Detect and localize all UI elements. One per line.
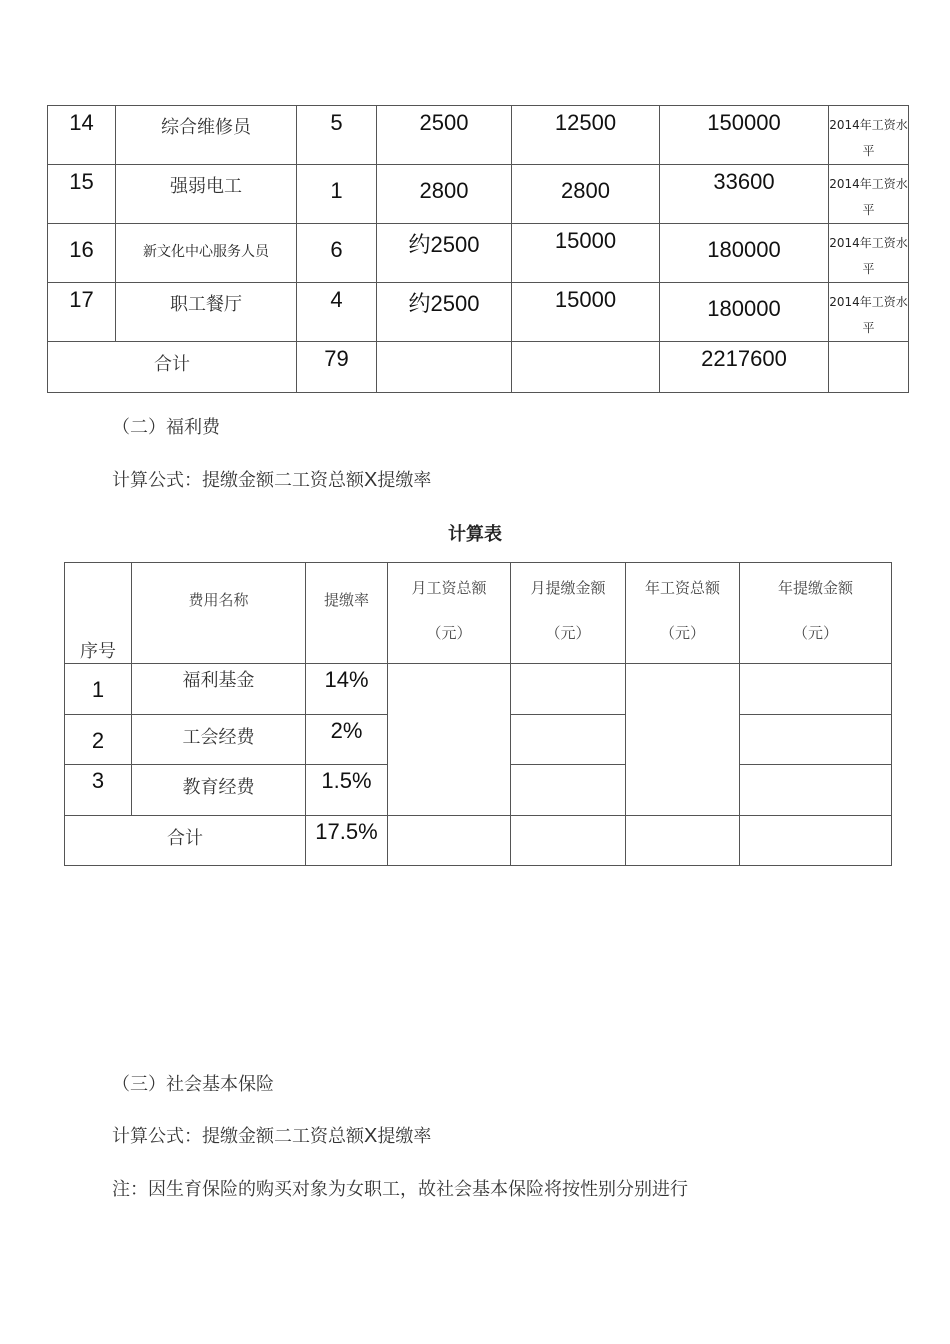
- formula-prefix: 计算公式：提缴金额二工资总额: [112, 470, 364, 491]
- empty-cell: [626, 816, 740, 866]
- yearly-total: 180000: [660, 224, 829, 283]
- insurance-note: 注：因生育保险的购买对象为女职工，故社会基本保险将按性别分别进行: [112, 1179, 688, 1200]
- monthly-contrib-cell: [511, 715, 626, 765]
- header-row: [65, 563, 892, 664]
- monthly-total: 15000: [512, 283, 660, 342]
- table-row: [65, 664, 892, 715]
- remark: 2014年工资水平: [829, 283, 909, 342]
- calc-table: [64, 562, 892, 866]
- fee-name: 教育经费: [132, 765, 306, 816]
- table-row: [48, 106, 909, 165]
- monthly-total: 2800: [512, 165, 660, 224]
- fee-rate: 1.5%: [306, 765, 388, 816]
- yearly-total: 33600: [660, 165, 829, 224]
- header-seq: 序号: [65, 563, 132, 664]
- yearly-total: 180000: [660, 283, 829, 342]
- position-name: 综合维修员: [116, 106, 297, 165]
- monthly-wage: 2500: [377, 106, 512, 165]
- section-heading-welfare: （二）福利费: [112, 417, 220, 438]
- empty-cell: [388, 816, 511, 866]
- headcount: 4: [297, 283, 377, 342]
- total-row: [48, 342, 909, 393]
- remark: 2014年工资水平: [829, 165, 909, 224]
- total-headcount: 79: [297, 342, 377, 393]
- headcount: 5: [297, 106, 377, 165]
- monthly-wage-cell: [388, 664, 511, 816]
- total-yearly: 2217600: [660, 342, 829, 393]
- table-row: [48, 165, 909, 224]
- row-number: 17: [48, 283, 116, 342]
- position-name: 职工餐厅: [116, 283, 297, 342]
- headcount: 1: [297, 165, 377, 224]
- monthly-wage: 约2500: [377, 283, 512, 342]
- fee-rate: 14%: [306, 664, 388, 715]
- row-number: 15: [48, 165, 116, 224]
- row-seq: 2: [65, 715, 132, 765]
- total-label: 合计: [65, 816, 306, 866]
- remark: 2014年工资水平: [829, 224, 909, 283]
- formula-suffix: 提缴率: [377, 470, 432, 491]
- header-monthly-contrib: 月提缴金额 （元）: [511, 563, 626, 664]
- yearly-contrib-cell: [740, 664, 892, 715]
- fee-name: 福利基金: [132, 664, 306, 715]
- headcount: 6: [297, 224, 377, 283]
- monthly-total: 15000: [512, 224, 660, 283]
- header-name: 费用名称: [132, 563, 306, 664]
- header-rate: 提缴率: [306, 563, 388, 664]
- monthly-contrib-cell: [511, 765, 626, 816]
- formula-multiply: X: [364, 1125, 378, 1147]
- remark: 2014年工资水平: [829, 106, 909, 165]
- empty-cell: [512, 342, 660, 393]
- empty-cell: [511, 816, 626, 866]
- fee-rate: 2%: [306, 715, 388, 765]
- row-seq: 3: [65, 765, 132, 816]
- yearly-total: 150000: [660, 106, 829, 165]
- row-number: 16: [48, 224, 116, 283]
- total-row: [65, 816, 892, 866]
- yearly-contrib-cell: [740, 765, 892, 816]
- empty-cell: [740, 816, 892, 866]
- header-yearly-wage: 年工资总额 （元）: [626, 563, 740, 664]
- table-row: [48, 283, 909, 342]
- formula-multiply: X: [364, 469, 378, 491]
- calc-table-title: 计算表: [448, 524, 502, 545]
- row-number: 14: [48, 106, 116, 165]
- position-name: 强弱电工: [116, 165, 297, 224]
- empty-cell: [377, 342, 512, 393]
- formula-suffix: 提缴率: [377, 1126, 432, 1147]
- header-yearly-contrib: 年提缴金额 （元）: [740, 563, 892, 664]
- monthly-wage: 2800: [377, 165, 512, 224]
- total-label: 合计: [48, 342, 297, 393]
- formula-prefix: 计算公式：提缴金额二工资总额: [112, 1126, 364, 1147]
- yearly-contrib-cell: [740, 715, 892, 765]
- formula-insurance: [112, 1122, 431, 1148]
- formula-welfare: [112, 466, 431, 492]
- section-heading-insurance: （三）社会基本保险: [112, 1074, 274, 1095]
- empty-cell: [829, 342, 909, 393]
- salary-table: [47, 105, 909, 393]
- row-seq: 1: [65, 664, 132, 715]
- yearly-wage-cell: [626, 664, 740, 816]
- monthly-wage: 约2500: [377, 224, 512, 283]
- monthly-total: 12500: [512, 106, 660, 165]
- table-row: [48, 224, 909, 283]
- header-monthly-wage: 月工资总额 （元）: [388, 563, 511, 664]
- monthly-contrib-cell: [511, 664, 626, 715]
- fee-name: 工会经费: [132, 715, 306, 765]
- total-rate: 17.5%: [306, 816, 388, 866]
- position-name: 新文化中心服务人员: [116, 224, 297, 283]
